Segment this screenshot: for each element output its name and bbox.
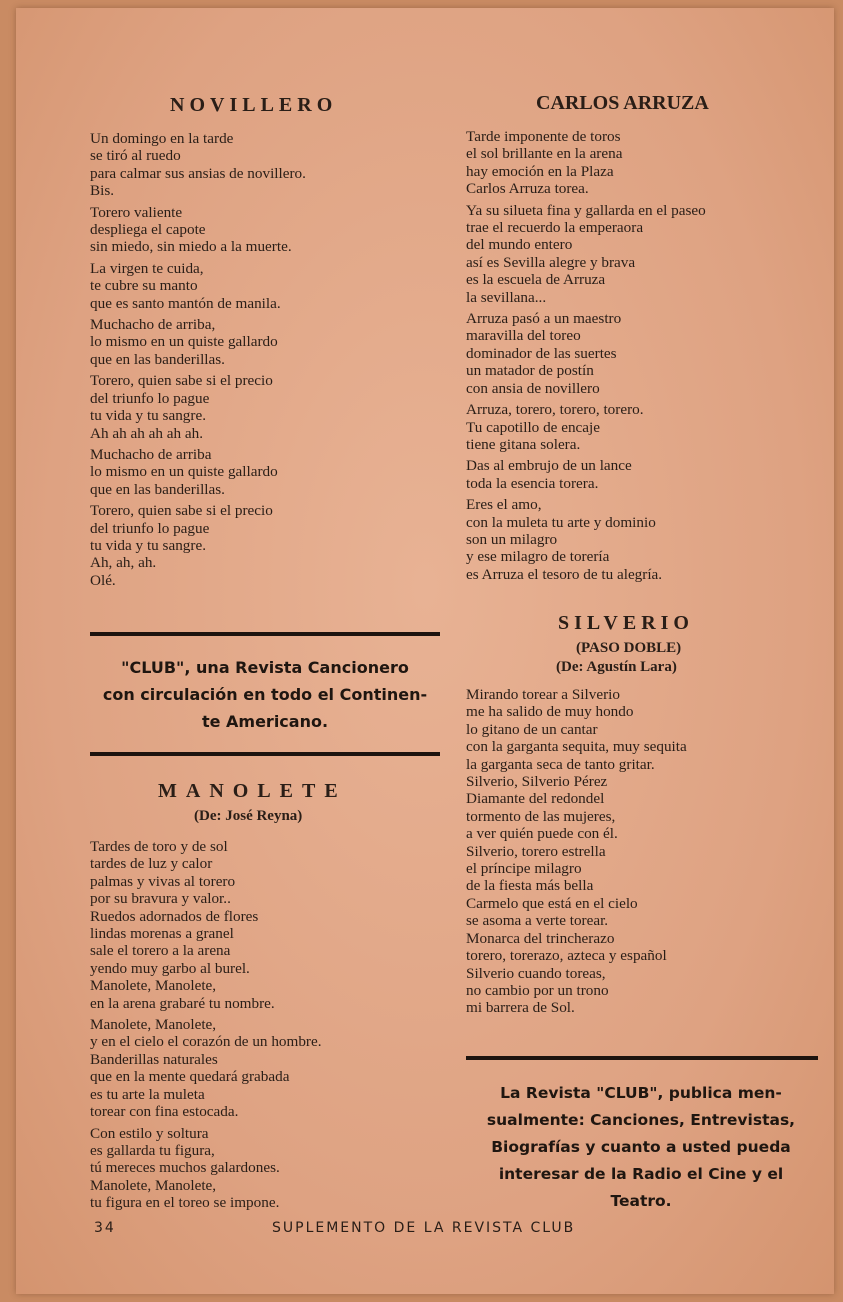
lyric-line: tu figura en el toreo se impone. — [90, 1194, 280, 1212]
announcement-line: con circulación en todo el Continen- — [102, 685, 428, 704]
song-author-silverio: (De: Agustín Lara) — [556, 659, 677, 675]
lyric-line: sale el torero a la arena — [90, 942, 231, 960]
lyric-line: tardes de luz y calor — [90, 855, 213, 873]
announcement-line: interesar de la Radio el Cine y el — [498, 1165, 784, 1183]
lyric-line: lo mismo en un quiste gallardo — [90, 463, 278, 481]
lyric-line: de la fiesta más bella — [466, 877, 594, 895]
lyric-line: Muchacho de arriba, — [90, 316, 216, 334]
club-announcement-left — [80, 654, 450, 735]
announcement-line: Teatro. — [610, 1192, 672, 1210]
lyric-line: Bis. — [90, 182, 115, 200]
lyric-line: Torero valiente — [90, 203, 183, 221]
song-title-silverio: SILVERIO — [558, 612, 694, 634]
lyric-line: Tarde imponente de toros — [466, 128, 621, 145]
lyric-line: tú mereces muchos galardones. — [90, 1159, 280, 1177]
song-title-manolete: MANOLETE — [158, 780, 347, 802]
lyric-line: tiene gitana solera. — [466, 435, 581, 453]
lyric-line: Ya su silueta fina y gallarda en el paseo — [466, 201, 706, 219]
lyric-line: hay emoción en la Plaza — [466, 162, 614, 180]
lyric-line: un matador de postín — [466, 362, 594, 380]
lyric-line: es la escuela de Arruza — [466, 271, 606, 289]
lyric-line: Torero, quien sabe si el precio — [90, 502, 273, 520]
lyric-line: el sol brillante en la arena — [466, 145, 623, 163]
lyric-line: Carlos Arruza torea. — [466, 180, 589, 198]
lyric-line: no cambio por un trono — [466, 981, 609, 999]
lyric-line: con la muleta tu arte y dominio — [466, 513, 656, 531]
lyric-line: Monarca del trincherazo — [466, 929, 615, 947]
lyric-line: Manolete, Manolete, — [90, 1176, 217, 1194]
lyric-line: para calmar sus ansias de novillero. — [90, 164, 306, 182]
lyric-line: Carmelo que está en el cielo — [466, 894, 638, 912]
lyric-line: tu vida y tu sangre. — [90, 536, 206, 554]
lyric-line: Ah, ah, ah. — [90, 554, 157, 572]
lyric-line: a ver quién puede con él. — [466, 825, 618, 843]
lyric-line: Con estilo y soltura — [90, 1124, 209, 1142]
lyric-line: mi barrera de Sol. — [466, 999, 575, 1017]
lyric-line: con la garganta sequita, muy sequita — [466, 738, 687, 756]
lyric-line: Banderillas naturales — [90, 1050, 218, 1068]
lyric-line: Arruza pasó a un maestro — [466, 310, 622, 328]
club-announcement-right — [460, 1080, 822, 1215]
lyric-line: Eres el amo, — [466, 496, 542, 514]
footer-title: SUPLEMENTO DE LA REVISTA CLUB — [272, 1220, 576, 1236]
lyrics-carlos-arruza — [466, 128, 706, 583]
lyric-line: lo mismo en un quiste gallardo — [90, 333, 278, 351]
lyric-line: Manolete, Manolete, — [90, 1016, 217, 1034]
lyric-line: por su bravura y valor.. — [90, 890, 231, 908]
lyric-line: Silverio cuando toreas, — [466, 964, 606, 982]
lyric-line: Arruza, torero, torero, torero. — [466, 401, 644, 419]
magazine-page — [16, 8, 834, 1294]
lyric-line: y en el cielo el corazón de un hombre. — [90, 1033, 322, 1051]
lyric-line: Silverio, Silverio Pérez — [466, 773, 608, 791]
lyric-line: toda la esencia torera. — [466, 474, 599, 492]
lyric-line: que en la mente quedará grabada — [90, 1068, 290, 1086]
lyric-line: Tardes de toro y de sol — [90, 838, 228, 855]
lyric-line: del triunfo lo pague — [90, 519, 210, 537]
lyric-line: Ruedos adornados de flores — [90, 907, 259, 925]
lyric-line: lindas morenas a granel — [90, 925, 234, 943]
lyric-line: tu vida y tu sangre. — [90, 407, 206, 425]
lyric-line: del mundo entero — [466, 236, 573, 254]
lyric-line: Olé. — [90, 571, 116, 589]
song-title-carlos-arruza: CARLOS ARRUZA — [536, 92, 709, 114]
lyric-line: trae el recuerdo la emperaora — [466, 219, 644, 237]
divider-rule — [90, 632, 440, 636]
lyric-line: se tiró al ruedo — [90, 147, 181, 165]
lyric-line: que en las banderillas. — [90, 350, 225, 368]
lyric-line: dominador de las suertes — [466, 344, 617, 362]
divider-rule — [90, 752, 440, 756]
lyric-line: La virgen te cuida, — [90, 259, 204, 277]
lyric-line: me ha salido de muy hondo — [466, 703, 634, 721]
lyric-line: que es santo mantón de manila. — [90, 294, 281, 312]
lyric-line: así es Sevilla alegre y brava — [466, 253, 636, 271]
lyric-line: maravilla del toreo — [466, 327, 581, 345]
lyric-line: palmas y vivas al torero — [90, 872, 236, 890]
lyric-line: Tu capotillo de encaje — [466, 418, 600, 436]
lyric-line: y ese milagro de torería — [466, 548, 610, 566]
lyric-line: es gallarda tu figura, — [90, 1141, 215, 1159]
announcement-line: Biografías y cuanto a usted pueda — [491, 1138, 791, 1156]
lyrics-silverio — [466, 686, 687, 1017]
divider-rule — [466, 1056, 818, 1060]
lyric-line: Muchacho de arriba — [90, 445, 212, 463]
announcement-line: La Revista "CLUB", publica men- — [500, 1084, 782, 1102]
lyric-line: sin miedo, sin miedo a la muerte. — [90, 238, 292, 256]
song-title-novillero: NOVILLERO — [170, 94, 338, 116]
lyric-line: torero, torerazo, azteca y español — [466, 947, 667, 965]
lyric-line: con ansia de novillero — [466, 379, 600, 397]
announcement-line: te Americano. — [201, 712, 329, 731]
announcement-line: sualmente: Canciones, Entrevistas, — [486, 1111, 796, 1129]
lyric-line: el príncipe milagro — [466, 860, 582, 878]
lyric-line: lo gitano de un cantar — [466, 720, 598, 738]
song-subtitle-silverio: (PASO DOBLE) — [576, 640, 682, 656]
lyric-line: Mirando torear a Silverio — [466, 686, 620, 703]
lyric-line: que en las banderillas. — [90, 480, 225, 498]
lyric-line: despliega el capote — [90, 221, 206, 239]
lyric-line: es Arruza el tesoro de tu alegría. — [466, 565, 663, 583]
lyrics-novillero — [90, 130, 306, 589]
lyric-line: tormento de las mujeres, — [466, 807, 616, 825]
lyric-line: Manolete, Manolete, — [90, 977, 217, 995]
lyric-line: Un domingo en la tarde — [90, 130, 234, 147]
lyric-line: la sevillana... — [466, 288, 547, 306]
lyric-line: torear con fina estocada. — [90, 1103, 239, 1121]
lyric-line: yendo muy garbo al burel. — [90, 959, 250, 977]
announcement-line: "CLUB", una Revista Cancionero — [121, 658, 409, 677]
lyric-line: se asoma a verte torear. — [466, 912, 609, 930]
lyric-line: son un milagro — [466, 530, 558, 548]
lyric-line: del triunfo lo pague — [90, 389, 210, 407]
lyrics-manolete — [90, 838, 322, 1212]
lyric-line: la garganta seca de tanto gritar. — [466, 755, 655, 773]
lyric-line: Das al embrujo de un lance — [466, 457, 632, 475]
lyric-line: Silverio, torero estrella — [466, 842, 606, 860]
lyric-line: en la arena grabaré tu nombre. — [90, 994, 275, 1012]
page-number: 34 — [94, 1220, 116, 1236]
lyric-line: te cubre su manto — [90, 277, 198, 295]
song-author-manolete: (De: José Reyna) — [194, 808, 303, 824]
lyric-line: Ah ah ah ah ah ah. — [90, 424, 204, 442]
lyric-line: es tu arte la muleta — [90, 1085, 205, 1103]
lyric-line: Diamante del redondel — [466, 790, 605, 808]
lyric-line: Torero, quien sabe si el precio — [90, 372, 273, 390]
